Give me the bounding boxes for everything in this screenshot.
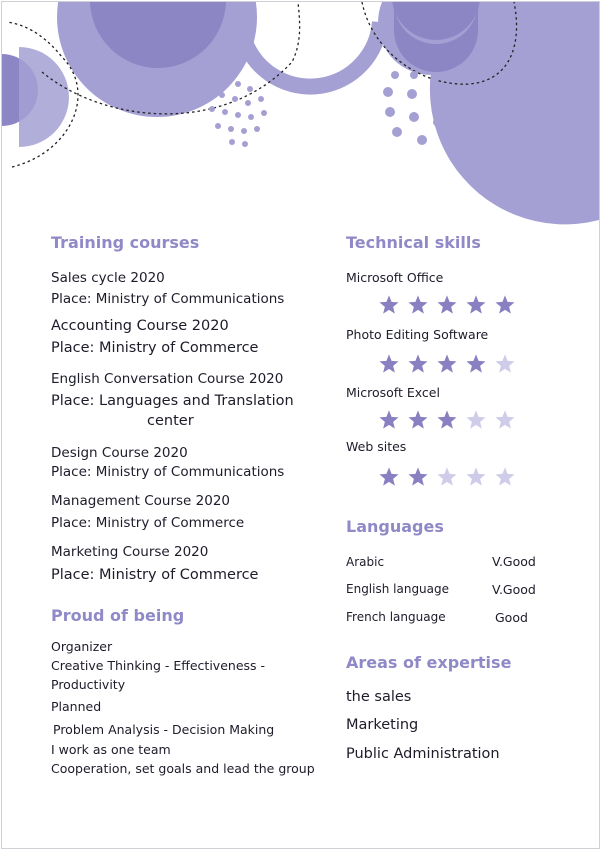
star-filled-icon xyxy=(378,409,400,431)
star-filled-icon xyxy=(378,466,400,488)
course-place: Place: Ministry of Commerce xyxy=(51,515,245,531)
star-filled-icon xyxy=(436,409,458,431)
resume-page xyxy=(1,1,600,849)
star-filled-icon xyxy=(378,353,400,375)
skill-rating xyxy=(378,353,516,375)
language-name: Arabic xyxy=(346,555,385,569)
decorative-header-shapes xyxy=(2,2,599,232)
proud-item: Productivity xyxy=(51,677,126,692)
languages-heading: Languages xyxy=(346,517,444,536)
star-empty-icon xyxy=(436,466,458,488)
expertise-item: Public Administration xyxy=(346,746,500,762)
language-level: V.Good xyxy=(492,582,536,597)
course-place: Place: Ministry of Communications xyxy=(51,464,285,480)
star-filled-icon xyxy=(465,353,487,375)
course-name: English Conversation Course 2020 xyxy=(51,371,284,387)
proud-item: Cooperation, set goals and lead the group xyxy=(51,761,315,776)
language-level: Good xyxy=(495,610,528,625)
course-place: Place: Ministry of Commerce xyxy=(51,567,259,583)
skill-name: Microsoft Excel xyxy=(346,385,440,400)
course-place: Place: Languages and Translation xyxy=(51,393,294,409)
star-filled-icon xyxy=(407,353,429,375)
star-filled-icon xyxy=(407,409,429,431)
areas-of-expertise-heading: Areas of expertise xyxy=(346,653,512,672)
course-place: Place: Ministry of Commerce xyxy=(51,340,259,356)
skill-name: Microsoft Office xyxy=(346,270,444,285)
course-name: Accounting Course 2020 xyxy=(51,318,229,334)
star-filled-icon xyxy=(436,353,458,375)
skill-name: Photo Editing Software xyxy=(346,327,489,342)
language-name: French language xyxy=(346,610,446,624)
star-filled-icon xyxy=(378,294,400,316)
course-name: Sales cycle 2020 xyxy=(51,270,165,286)
star-empty-icon xyxy=(494,466,516,488)
expertise-item: Marketing xyxy=(346,717,419,733)
technical-skills-heading: Technical skills xyxy=(346,233,481,252)
language-name: English language xyxy=(346,582,450,596)
proud-item: Creative Thinking - Effectiveness - xyxy=(51,658,266,673)
training-courses-heading: Training courses xyxy=(51,233,200,252)
course-place: center xyxy=(147,413,194,429)
course-name: Management Course 2020 xyxy=(51,493,231,509)
star-filled-icon xyxy=(494,294,516,316)
course-name: Marketing Course 2020 xyxy=(51,544,209,560)
language-level: V.Good xyxy=(492,554,536,569)
skill-rating xyxy=(378,409,516,431)
star-filled-icon xyxy=(407,466,429,488)
expertise-item: the sales xyxy=(346,689,412,705)
skill-rating xyxy=(378,466,516,488)
proud-of-being-heading: Proud of being xyxy=(51,606,185,625)
proud-item: Planned xyxy=(51,699,102,714)
star-empty-icon xyxy=(494,353,516,375)
skill-name: Web sites xyxy=(346,439,407,454)
star-filled-icon xyxy=(465,294,487,316)
skill-rating xyxy=(378,294,516,316)
star-empty-icon xyxy=(494,409,516,431)
proud-item: Organizer xyxy=(51,639,113,654)
star-empty-icon xyxy=(465,466,487,488)
course-place: Place: Ministry of Communications xyxy=(51,291,285,307)
proud-item: Problem Analysis - Decision Making xyxy=(53,722,275,737)
course-name: Design Course 2020 xyxy=(51,445,188,461)
star-filled-icon xyxy=(407,294,429,316)
proud-item: I work as one team xyxy=(51,742,171,757)
star-filled-icon xyxy=(436,294,458,316)
star-empty-icon xyxy=(465,409,487,431)
